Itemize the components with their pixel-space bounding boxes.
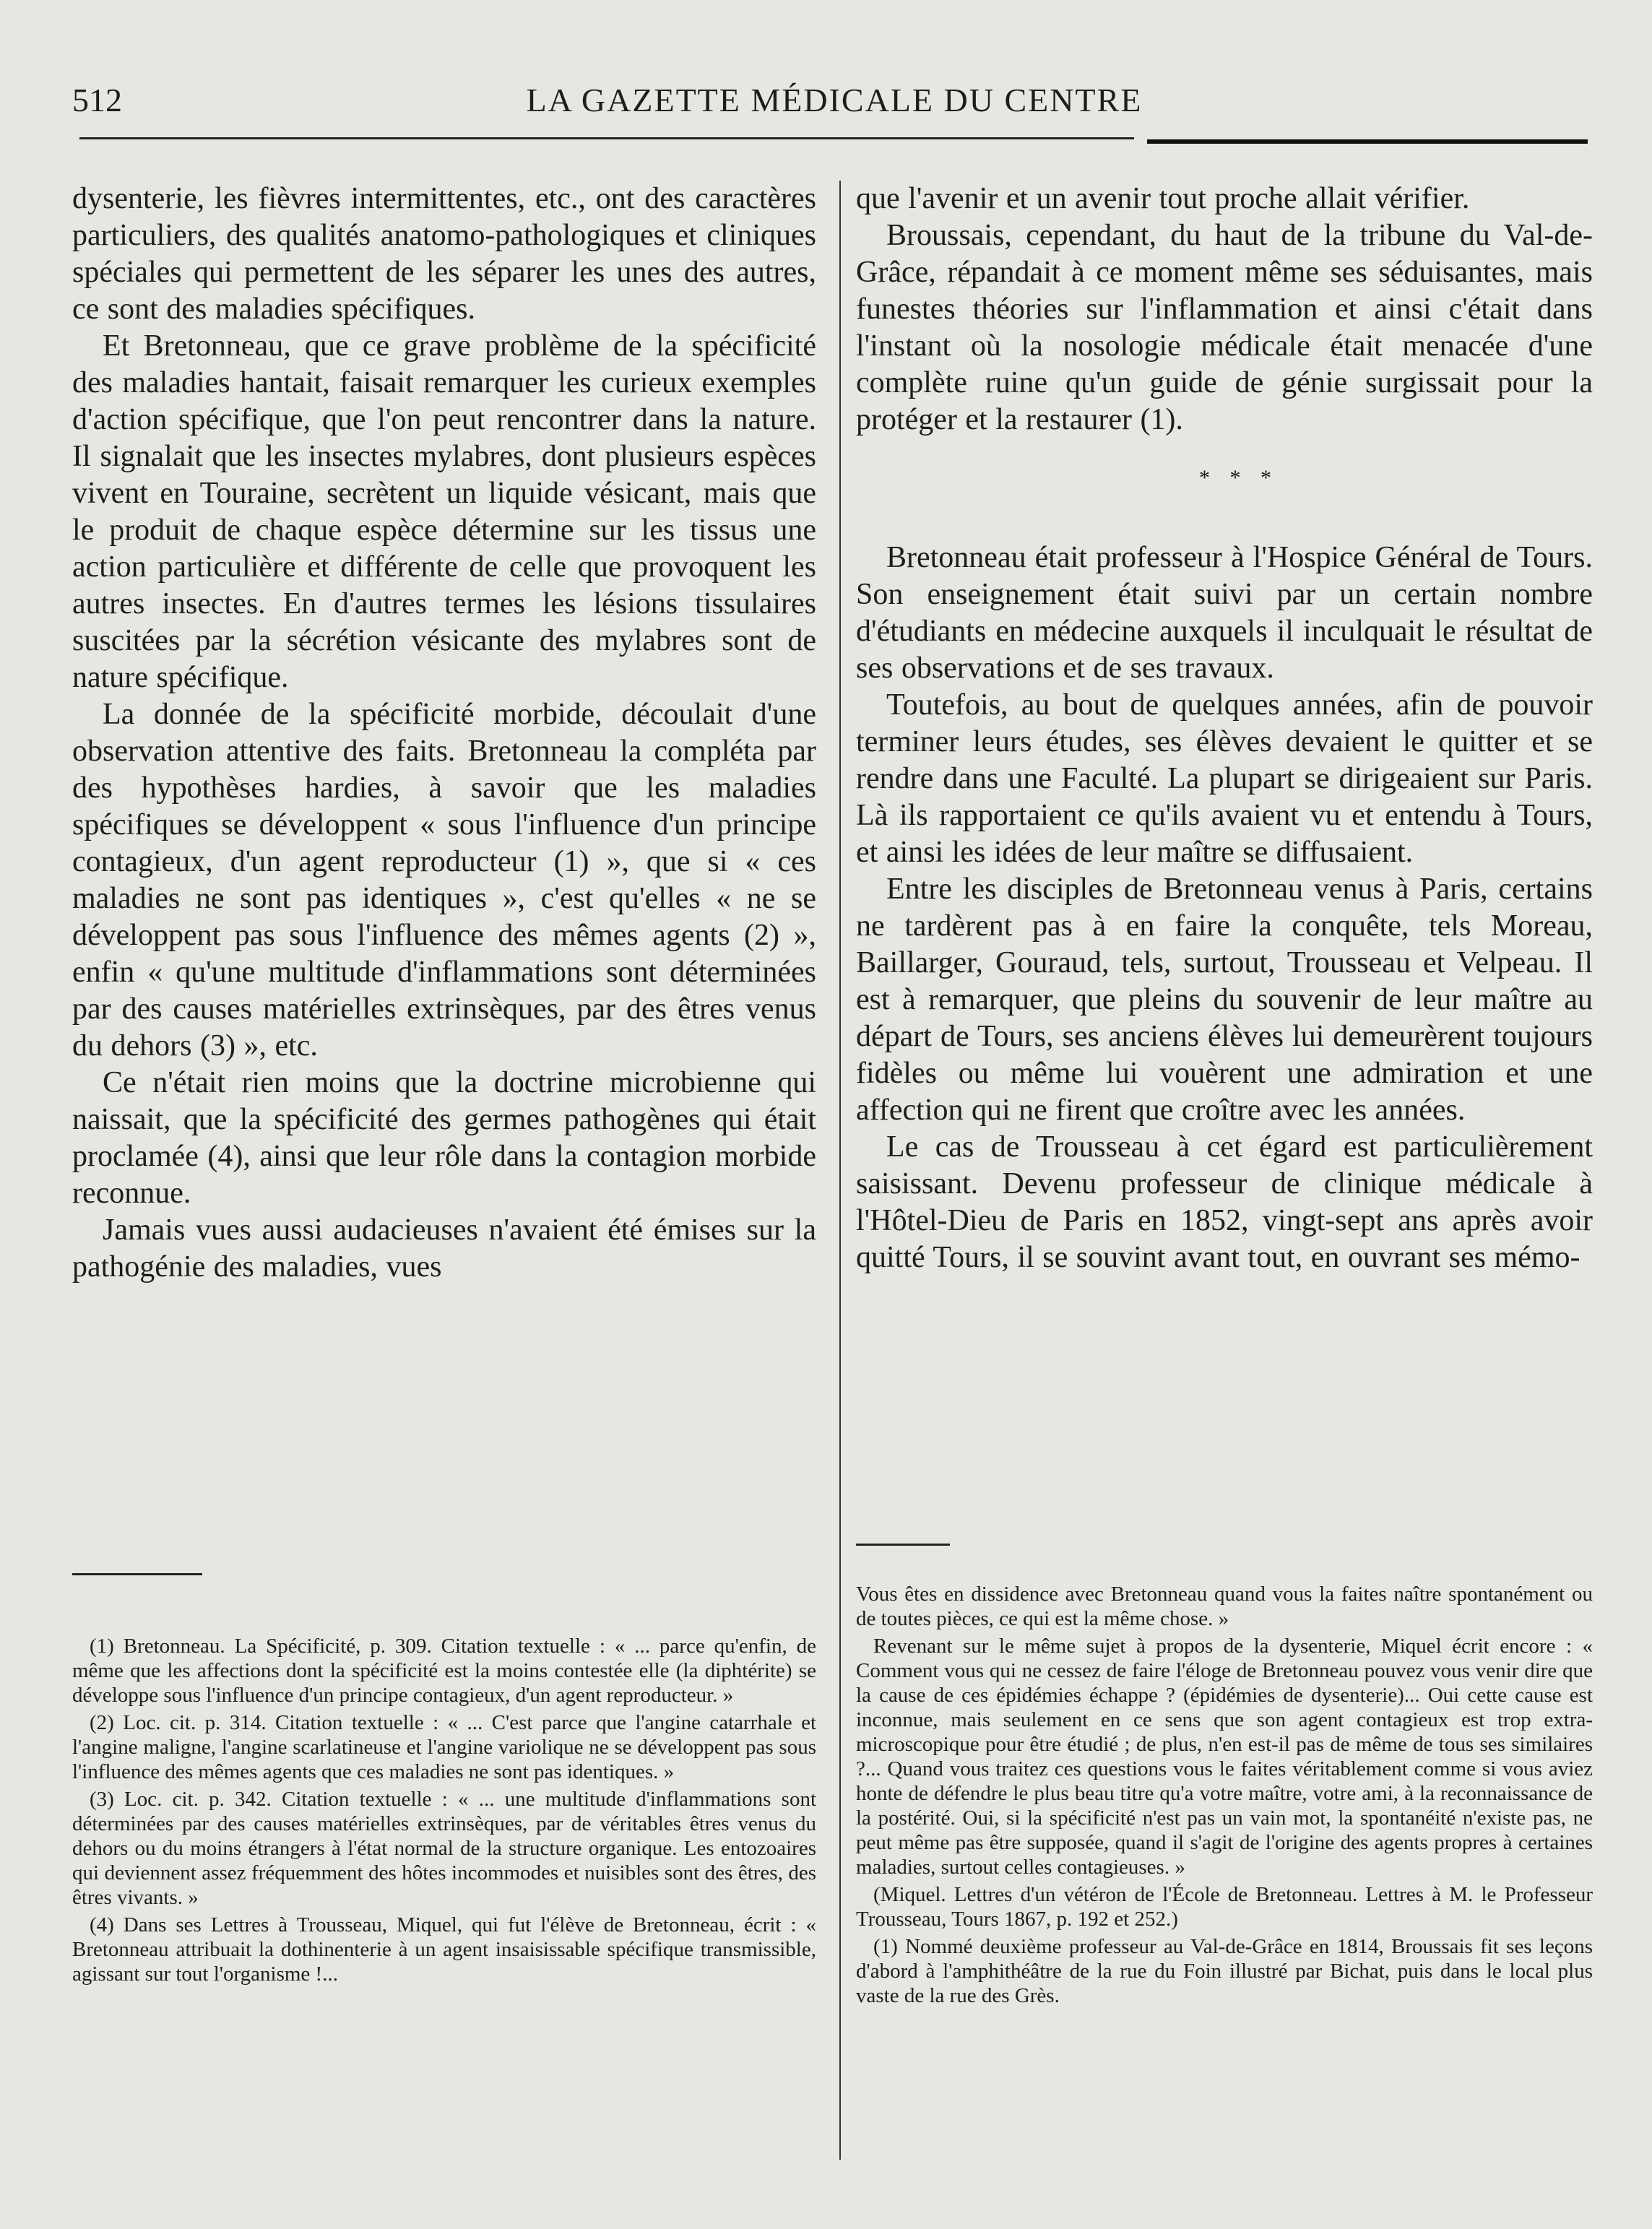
right-paragraph-1: que l'avenir et un avenir tout proche allait vérifier. <box>856 182 1470 215</box>
header-rule-left <box>79 137 1134 139</box>
page-number: 512 <box>72 82 122 118</box>
right-paragraph-4: Toutefois, au bout de quelques années, afin de pouvoir terminer leurs études, ses élèves devaient le quitter et se rendre dans une Faculté. La plupart se dirigeaient sur Paris. Là ils rapportaient ce qu'ils avaient vu et entendu à Tours, et ainsi les idées de leur maître se diffusaient. <box>856 688 1593 869</box>
right-paragraph-6: Le cas de Trousseau à cet égard est particulièrement saisissant. Devenu professeur de clinique médicale à l'Hôtel-Dieu de Paris en 1852, vingt-sept ans après avoir quitté Tours, il se souvint avant tout, en ouvrant ses mémo- <box>856 1130 1593 1274</box>
footnote-right-1: (1) Nommé deuxième professeur au Val-de-Grâce en 1814, Broussais fit ses leçons d'abord à l'amphithéâtre de la rue du Foin illustré par Bichat, puis dans le local plus vaste de la rue des Grès. <box>856 1935 1593 2007</box>
left-paragraph-3: La donnée de la spécificité morbide, découlait d'une observation attentive des faits. Bretonneau la compléta par des hypothèses hardies, à savoir que les maladies spécifiques se développent « sous l'influence d'un principe contagieux, d'un agent reproducteur (1) », que si « ces maladies ne sont pas identiques », c'est qu'elles « ne se développent pas sous l'influence des mêmes agents (2) », enfin « qu'une multitude d'inflammations sont déterminées par des causes matérielles extrinsèques, par des êtres venus du dehors (3) », etc. <box>72 698 816 1062</box>
footnote-rule-left <box>72 1573 202 1575</box>
left-paragraph-1: dysenterie, les fièvres intermittentes, etc., ont des caractères particuliers, des qualités anatomo-pathologiques et cliniques spéciales qui permettent de les séparer les unes des autres, ce sont des maladies spécifiques. <box>72 182 816 326</box>
footnote-2: (2) Loc. cit. p. 314. Citation textuelle : « ... C'est parce que l'angine catarrhale et l'angine maligne, l'angine scarlatineuse et l'angine variolique ne se développent pas sous l'influence des mêmes agents que ces maladies ne sont pas identiques. » <box>72 1711 816 1783</box>
footnote-rule-right <box>856 1544 950 1546</box>
section-break-asterism: * * * <box>1199 466 1279 490</box>
footnote-4-citation: (Miquel. Lettres d'un vétéron de l'École de Bretonneau. Lettres à M. le Professeur Trousseau, Tours 1867, p. 192 et 252.) <box>856 1883 1593 1931</box>
column-divider <box>839 181 841 2160</box>
footnote-4: (4) Dans ses Lettres à Trousseau, Miquel, qui fut l'élève de Bretonneau, écrit : « Bretonneau attribuait la dothinenterie à un agent insaisissable spécifique transmissible, agissant sur tout l'organisme !... <box>72 1913 816 1986</box>
right-column <box>856 181 1593 1276</box>
footnote-4-continued: Vous êtes en dissidence avec Bretonneau quand vous la faites naître spontanément ou de toutes pièces, ce qui est la même chose. » <box>856 1583 1593 1630</box>
footnote-1: (1) Bretonneau. La Spécificité, p. 309. Citation textuelle : « ... parce qu'enfin, de même que les affections dont la spécificité est la moins contestée elle (la diphtérite) se développe sous l'influence d'un principe contagieux, d'un agent reproducteur. » <box>72 1635 816 1707</box>
footnotes-right <box>856 1582 1593 2011</box>
running-title: LA GAZETTE MÉDICALE DU CENTRE <box>526 82 1143 118</box>
header-rule-right <box>1147 139 1588 144</box>
right-paragraph-2: Broussais, cependant, du haut de la tribune du Val-de-Grâce, répandait à ce moment même ses séduisantes, mais funestes théories sur l'inflammation et ainsi c'était dans l'instant où la nosologie médicale était menacée d'une complète ruine qu'un guide de génie surgissait pour la protéger et la restaurer (1). <box>856 219 1593 436</box>
left-column <box>72 181 816 1286</box>
footnote-3: (3) Loc. cit. p. 342. Citation textuelle : « ... une multitude d'inflammations sont déterminées par des causes matérielles extrinsèques, par de véritables êtres venus du dehors ou du moins étrangers à l'état normal de la structure organique. Les entozoaires qui deviennent assez fréquemment des hôtes incommodes et nuisibles sont des êtres, des êtres vivants. » <box>72 1788 816 1909</box>
footnote-4-miquel-quote: Revenant sur le même sujet à propos de la dysenterie, Miquel écrit encore : « Comment vous qui ne cessez de faire l'éloge de Bretonneau pouvez vous venir dire que la cause de ces épidémies échappe ? (épidémies de dysenterie)... Oui cette cause est inconnue, mais seulement en ce sens que son agent contagieux est trop extra-microscopique pour être étudié ; de plus, n'en est-il pas de même de tous ses similaires ?... Quand vous traitez ces questions vous le faites véritablement comme si vous aviez honte de défendre le plus beau titre qu'a votre maître, votre ami, à la reconnaissance de la postérité. Oui, si la spécificité n'est pas un vain mot, la spontanéité n'existe pas, ne peut même pas être supposée, quand il s'agit de l'origine des agents propres à certaines maladies, surtout celles contagieuses. » <box>856 1635 1593 1879</box>
right-paragraph-5: Entre les disciples de Bretonneau venus à Paris, certains ne tardèrent pas à en faire la conquête, tels Moreau, Baillarger, Gouraud, tels, surtout, Trousseau et Velpeau. Il est à remarquer, que pleins du souvenir de leur maître au départ de Tours, ses anciens élèves lui demeurèrent toujours fidèles ou même lui vouèrent une admiration et une affection qui ne firent que croître avec les années. <box>856 873 1593 1127</box>
footnotes-left <box>72 1634 816 1989</box>
left-paragraph-4: Ce n'était rien moins que la doctrine microbienne qui naissait, que la spécificité des germes pathogènes qui était proclamée (4), ainsi que leur rôle dans la contagion morbide reconnue. <box>72 1066 816 1210</box>
left-paragraph-5: Jamais vues aussi audacieuses n'avaient été émises sur la pathogénie des maladies, vues <box>72 1213 816 1284</box>
page-header <box>72 81 1596 124</box>
right-paragraph-3: Bretonneau était professeur à l'Hospice Général de Tours. Son enseignement était suivi par un certain nombre d'étudiants en médecine auxquels il inculquait le résultat de ses observations et de ses travaux. <box>856 541 1593 685</box>
left-paragraph-2: Et Bretonneau, que ce grave problème de la spécificité des maladies hantait, faisait remarquer les curieux exemples d'action spécifique, que l'on peut rencontrer dans la nature. Il signalait que les insectes mylabres, dont plusieurs espèces vivent en Touraine, secrètent un liquide vésicant, mais que le produit de chaque espèce détermine sur les tissus une action particulière et différente de celle que provoquent les autres insectes. En d'autres termes les lésions tissulaires suscitées par la sécrétion vésicante des mylabres sont de nature spécifique. <box>72 329 816 694</box>
